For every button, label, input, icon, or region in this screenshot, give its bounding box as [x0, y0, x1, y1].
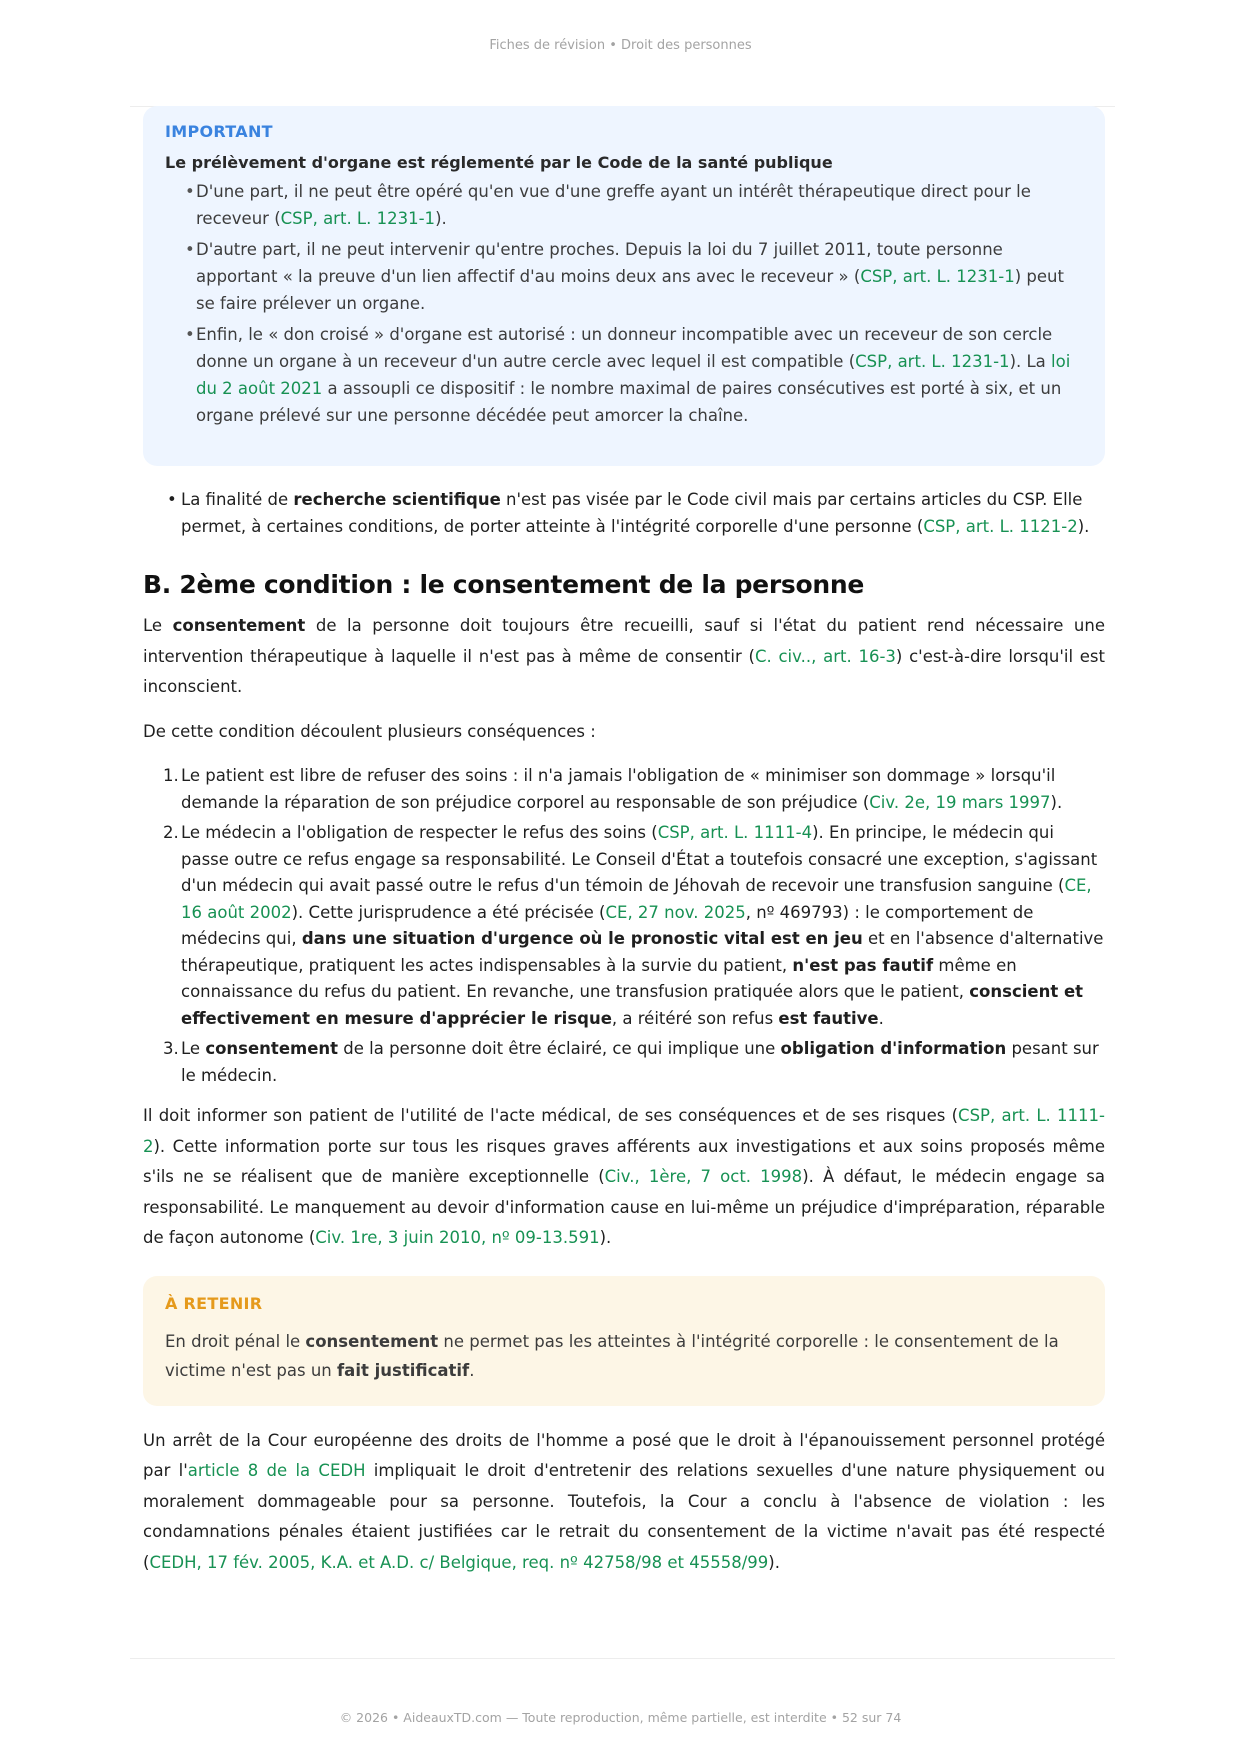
text: La finalité de: [181, 490, 294, 509]
text: ). À défaut, le médecin engage sa responsabilité. Le manquement au devoir d'information cause en lui-même un préjudice d'impréparation, réparable de façon autonome (: [143, 1167, 1105, 1247]
bold-text: recherche scientifique: [293, 490, 501, 509]
text: ).: [435, 209, 447, 228]
text: ).: [599, 1228, 612, 1247]
important-tag: IMPORTANT: [165, 122, 273, 141]
bold-text: dans une situation d'urgence où le pronostic vital est en jeu: [301, 929, 863, 948]
text: ).: [768, 1552, 780, 1572]
bold-text: obligation d'information: [780, 1039, 1007, 1058]
text: n'est pas visée par le Code civil mais par certains articles du CSP. Elle permet, à certaines conditions, de porter atteinte à l'intégrité corporelle d'une personne (: [181, 490, 1083, 536]
legal-reference-link[interactable]: CSP, art. L. 1121-2: [923, 517, 1078, 536]
text: même en connaissance du refus du patient. En revanche, une transfusion pratiquée alors que le patient,: [181, 955, 1017, 1001]
legal-reference-link[interactable]: Civ., 1ère, 7 oct. 1998: [604, 1167, 803, 1186]
list-item: [143, 763, 1105, 816]
paragraph-information: [143, 1101, 1105, 1254]
legal-reference-link[interactable]: Civ. 2e, 19 mars 1997: [869, 792, 1051, 812]
bold-text: n'est pas fautif: [792, 955, 934, 975]
bold-text: consentement: [305, 1331, 439, 1351]
text: ). La: [1009, 352, 1052, 371]
footer-divider: [130, 1658, 1115, 1659]
legal-reference-link[interactable]: CSP, art. L. 1231-1: [280, 209, 436, 228]
text: Le patient est libre de refuser des soins : il n'a jamais l'obligation de « minimiser son dommage » lorsqu'il demande la réparation de son préjudice corporel au responsable de son préjudice (: [181, 766, 1056, 812]
text: En droit pénal le: [165, 1331, 306, 1351]
page-header: Fiches de révision • Droit des personnes: [489, 38, 752, 53]
important-list: [165, 178, 1083, 429]
text: de la personne doit être éclairé, ce qui implique une: [338, 1039, 781, 1058]
paragraph-consent: [143, 611, 1105, 703]
retenir-callout: [143, 1276, 1105, 1406]
bullet-list: [143, 486, 1105, 540]
legal-reference-link[interactable]: CSP, art. L. 1111-4: [657, 823, 813, 842]
text: , a réitéré son refus: [611, 1008, 779, 1028]
text: ) peut se faire prélever un organe.: [196, 267, 1064, 313]
bold-text: conscient et effectivement en mesure d'apprécier le risque: [181, 982, 1084, 1028]
text: de la personne doit toujours être recueilli, sauf si l'état du patient rend nécessaire une intervention thérapeutique à laquelle il n'est pas à même de consentir (: [143, 616, 1105, 666]
text: ).: [1050, 792, 1063, 812]
list-item: [143, 1036, 1105, 1089]
list-item: [165, 321, 1083, 429]
legal-reference-link[interactable]: article 8 de la CEDH: [187, 1461, 366, 1480]
section-title: B. 2ème condition : le consentement de la personne: [143, 570, 864, 599]
legal-reference-link[interactable]: CE, 27 nov. 2025: [605, 902, 746, 922]
page-content: [143, 106, 1105, 1578]
bold-text: consentement: [205, 1039, 339, 1058]
bold-text: consentement: [172, 616, 306, 635]
list-number: 1.: [163, 766, 179, 785]
consequences-list: [143, 763, 1105, 1089]
text: D'une part, il ne peut être opéré qu'en vue d'une greffe ayant un intérêt thérapeutique direct pour le receveur (: [196, 182, 1031, 228]
page-footer: © 2026 • AideauxTD.com — Toute reproduction, même partielle, est interdite • 52 sur 74: [339, 1710, 902, 1725]
text: D'autre part, il ne peut intervenir qu'entre proches. Depuis la loi du 7 juillet 2011, toute personne apportant « la preuve d'un lien affectif d'au moins deux ans avec le receveur » (: [196, 240, 1003, 286]
legal-reference-link[interactable]: C. civ.., art. 16-3: [754, 646, 896, 666]
text: .: [878, 1008, 884, 1028]
text: , nº 469793) : le comportement de médecins qui,: [181, 902, 1034, 948]
paragraph-cedh: [143, 1426, 1105, 1579]
paragraph-consequences-intro: De cette condition découlent plusieurs conséquences :: [143, 721, 596, 741]
retenir-tag: À RETENIR: [165, 1293, 263, 1313]
text: .: [469, 1360, 475, 1380]
text: ne permet pas les atteintes à l'intégrité corporelle : le consentement de la victime n'est pas un: [165, 1331, 1059, 1380]
text: pesant sur le médecin.: [181, 1039, 1099, 1085]
list-number: 3.: [163, 1039, 179, 1058]
text: et en l'absence d'alternative thérapeutique, pratiquent les actes indispensables à la survie du patient,: [181, 929, 1104, 975]
retenir-text: [165, 1327, 1083, 1385]
legal-reference-link[interactable]: CEDH, 17 fév. 2005, K.A. et A.D. c/ Belgique, req. nº 42758/98 et 45558/99: [149, 1552, 769, 1572]
text: Le: [181, 1039, 206, 1058]
list-number: 2.: [163, 823, 179, 842]
important-subtitle: Le prélèvement d'organe est réglementé par le Code de la santé publique: [165, 153, 833, 172]
text: impliquait le droit d'entretenir des relations sexuelles d'une nature physiquement ou moralement dommageable pour sa personne. Toutefois, la Cour a conclu à l'absence de violation : les condamnations pénales étaient justifiées car le retrait du consentement de la victime n'avait pas été respecté (: [143, 1461, 1105, 1572]
text: Le: [143, 616, 173, 635]
list-item: [143, 820, 1105, 1032]
legal-reference-link[interactable]: CSP, art. L. 1111-2: [143, 1106, 1106, 1156]
text: ). Cette information porte sur tous les risques graves afférents aux investigations et aux soins proposés même s'ils ne se réalisent que de manière exceptionnelle (: [143, 1136, 1105, 1186]
legal-reference-link[interactable]: loi du 2 août 2021: [196, 352, 1071, 398]
text: ). Cette jurisprudence a été précisée (: [291, 902, 606, 922]
important-callout: [143, 106, 1105, 466]
legal-reference-link[interactable]: CSP, art. L. 1231-1: [860, 267, 1015, 286]
legal-reference-link[interactable]: CSP, art. L. 1231-1: [855, 352, 1010, 371]
text: a assoupli ce dispositif : le nombre maximal de paires consécutives est porté à six, et un organe prélevé sur une personne décédée peut amorcer la chaîne.: [196, 379, 1062, 425]
list-item: [165, 178, 1083, 232]
legal-reference-link[interactable]: CE, 16 août 2002: [181, 876, 1092, 922]
legal-reference-link[interactable]: Civ. 1re, 3 juin 2010, nº 09-13.591: [315, 1228, 600, 1247]
text: ).: [1077, 517, 1090, 536]
text: Un arrêt de la Cour européenne des droits de l'homme a posé que le droit à l'épanouissement personnel protégé par l': [143, 1430, 1105, 1480]
text: ) c'est-à-dire lorsqu'il est inconscient.: [143, 646, 1106, 696]
bold-text: est fautive: [778, 1008, 879, 1028]
text: Enfin, le « don croisé » d'organe est autorisé : un donneur incompatible avec un receveur de son cercle donne un organe à un receveur d'un autre cercle avec lequel il est compatible (: [196, 325, 1053, 371]
bold-text: fait justificatif: [337, 1360, 470, 1380]
list-item: [143, 486, 1105, 540]
text: Il doit informer son patient de l'utilité de l'acte médical, de ses conséquences et de ses risques (: [143, 1106, 959, 1125]
text: ). En principe, le médecin qui passe outre ce refus engage sa responsabilité. Le Conseil d'État a toutefois consacré une exception, s'agissant d'un médecin qui avait passé outre le refus d'un témoin de Jéhovah de recevoir une transfusion sanguine (: [181, 823, 1098, 895]
text: Le médecin a l'obligation de respecter le refus des soins (: [181, 823, 658, 842]
list-item: [165, 236, 1083, 317]
